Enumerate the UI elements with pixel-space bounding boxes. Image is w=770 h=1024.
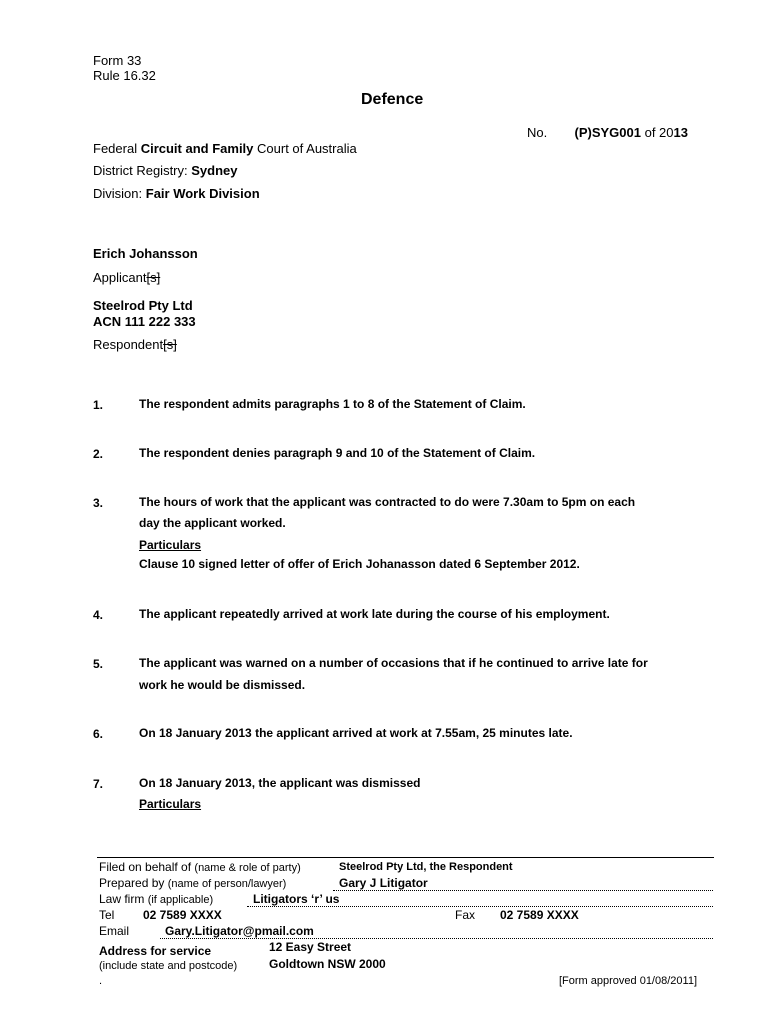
dotted-line (247, 906, 713, 907)
paragraph-number: 3. (93, 496, 104, 510)
paragraph-number: 1. (93, 398, 104, 412)
dotted-line (333, 890, 713, 891)
prepared-by-value: Gary J Litigator (339, 876, 428, 890)
applicant-role (93, 270, 160, 285)
firm-label: Law firm (99, 892, 145, 906)
particulars-heading: Particulars (139, 538, 202, 552)
paragraph-text: The respondent denies paragraph 9 and 10 of the Statement of Claim. (139, 446, 536, 460)
case-year: 13 (673, 125, 688, 140)
fax-label: Fax (455, 908, 476, 922)
applicant-strike: [s] (146, 270, 161, 285)
paragraph-number: 4. (93, 608, 104, 622)
dotted-line (160, 938, 713, 939)
case-of: of 20 (644, 125, 674, 140)
paragraph-text: The applicant repeatedly arrived at work late during the course of his employment. (139, 607, 610, 621)
law-firm-label (99, 892, 213, 906)
paragraph-text: The hours of work that the applicant was contracted to do were 7.30am to 5pm on each (139, 495, 636, 509)
footer-top-rule (97, 857, 714, 858)
fax-value: 02 7589 XXXX (500, 908, 579, 922)
prepared-hint: (name of person/lawyer) (167, 878, 287, 890)
paragraph-text: work he would be dismissed. (139, 678, 306, 692)
particulars-detail: Clause 10 signed letter of offer of Erich Johanasson dated 6 September 2012. (139, 557, 580, 571)
filed-label: Filed on behalf of (99, 860, 192, 874)
form-approved-note: [Form approved 01/08/2011] (559, 975, 697, 987)
footer-dot: . (99, 975, 103, 987)
particulars-heading: Particulars (139, 797, 202, 811)
paragraph-text: On 18 January 2013 the applicant arrived at work at 7.55am, 25 minutes late. (139, 726, 573, 740)
address-hint: (include state and postcode) (99, 960, 238, 972)
email-value: Gary.Litigator@pmail.com (165, 924, 314, 938)
court-suffix: Court of Australia (253, 141, 357, 156)
registry-value: Sydney (191, 163, 238, 178)
case-no-label: No. (527, 125, 548, 140)
registry-label: District Registry: (93, 163, 192, 178)
address-line-2: Goldtown NSW 2000 (269, 957, 386, 971)
form-number: Form 33 (93, 53, 142, 68)
district-registry (93, 163, 237, 178)
prepared-by-label (99, 876, 286, 890)
paragraph-text: The applicant was warned on a number of occasions that if he continued to arrive late for (139, 656, 648, 670)
division-value: Fair Work Division (145, 186, 260, 201)
tel-value: 02 7589 XXXX (143, 908, 222, 922)
applicant-name: Erich Johansson (93, 246, 198, 261)
rule-number: Rule 16.32 (93, 68, 156, 83)
division-label: Division: (93, 186, 146, 201)
address-line-1: 12 Easy Street (269, 940, 352, 954)
paragraph-text: On 18 January 2013, the applicant was dismissed (139, 776, 421, 790)
court-name (93, 141, 357, 156)
case-number (527, 125, 688, 140)
filed-hint: (name & role of party) (194, 862, 301, 874)
document-title: Defence (361, 91, 424, 108)
address-for-service-label: Address for service (99, 944, 212, 958)
court-prefix: Federal (93, 141, 141, 156)
email-label: Email (99, 924, 130, 938)
paragraph-number: 6. (93, 727, 104, 741)
law-firm-value: Litigators ‘r’ us (253, 892, 340, 906)
respondent-label: Respondent (93, 337, 164, 352)
prepared-label: Prepared by (99, 876, 165, 890)
filed-on-behalf-label (99, 860, 301, 874)
respondent-role (93, 337, 177, 352)
paragraph-text: The respondent admits paragraphs 1 to 8 of the Statement of Claim. (139, 397, 526, 411)
tel-label: Tel (99, 908, 115, 922)
paragraph-text: day the applicant worked. (139, 516, 286, 530)
court-name-bold: Circuit and Family (140, 141, 254, 156)
applicant-label: Applicant (93, 270, 147, 285)
paragraph-number: 7. (93, 777, 104, 791)
case-no-value: (P)SYG001 (574, 125, 641, 140)
firm-hint: (if applicable) (147, 894, 214, 906)
division (93, 186, 260, 201)
respondent-strike: [s] (163, 337, 177, 352)
filed-on-behalf-value: Steelrod Pty Ltd, the Respondent (339, 861, 513, 873)
paragraph-number: 2. (93, 447, 104, 461)
respondent-acn: ACN 111 222 333 (93, 314, 196, 329)
paragraph-number: 5. (93, 657, 104, 671)
respondent-name: Steelrod Pty Ltd (93, 298, 193, 313)
